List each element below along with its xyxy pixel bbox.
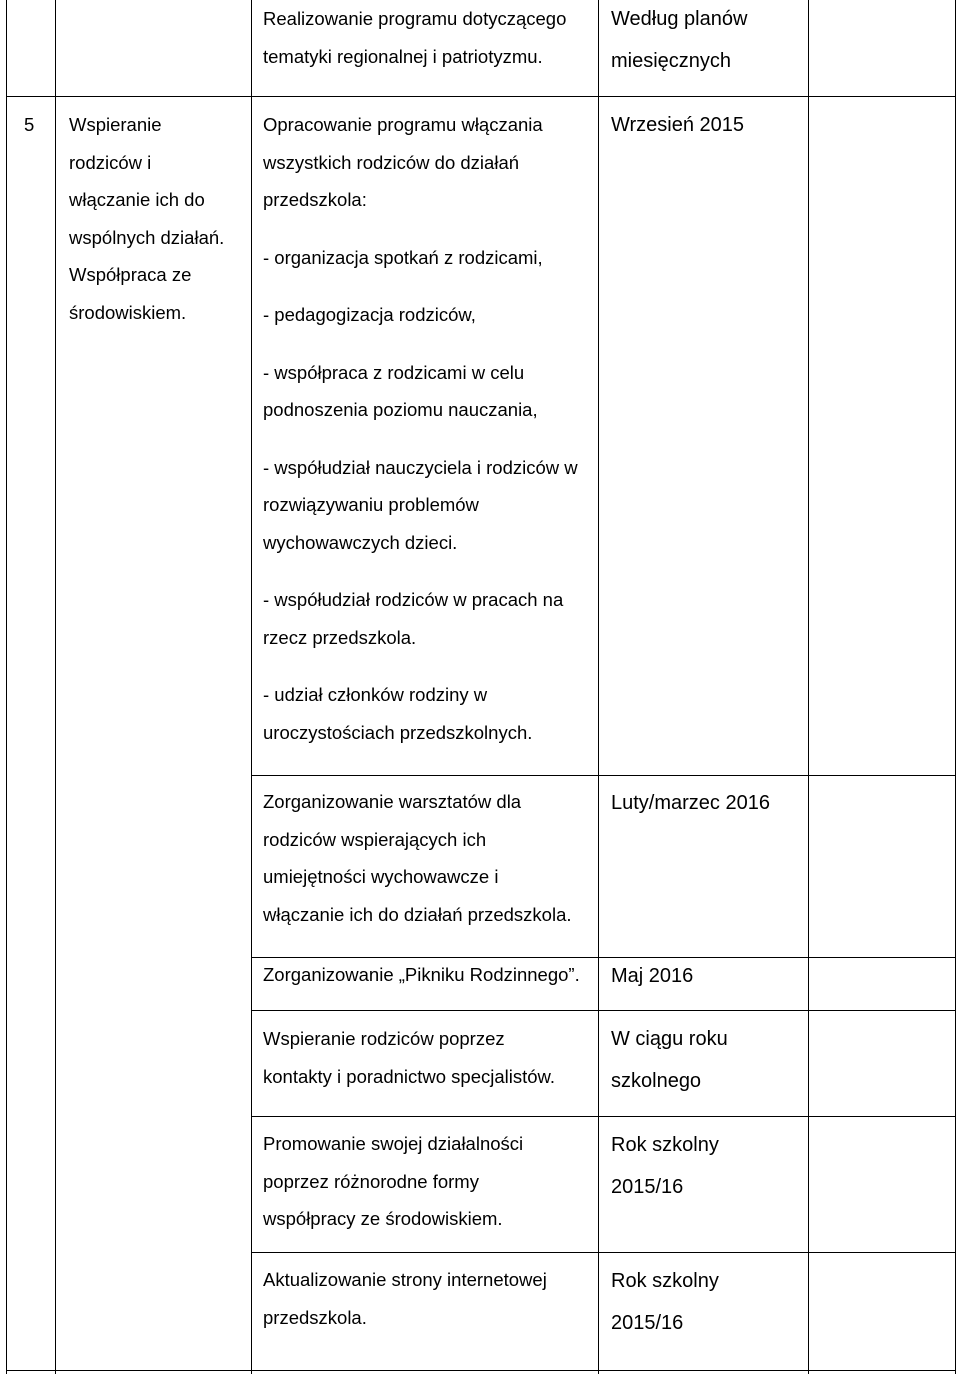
date-line: Luty/marzec 2016 (611, 792, 770, 814)
task-line: włączanie ich do działań przedszkola. (263, 903, 572, 925)
task-line: - udział członków rodziny w (263, 684, 488, 705)
task-line: rozwiązywaniu problemów (263, 494, 479, 515)
task-line: uroczystościach przedszkolnych. (263, 721, 533, 743)
task-line: przedszkola: (263, 189, 367, 210)
date-line: Rok szkolny (611, 1270, 719, 1292)
task-line: - współudział rodziców w pracach na (263, 589, 564, 610)
task-line: wychowawczych dzieci. (263, 531, 458, 553)
date-line: Według planów (611, 8, 748, 30)
date-line: Wrzesień 2015 (611, 114, 745, 136)
task-cell (263, 783, 572, 933)
date-line: Rok szkolny (611, 1134, 719, 1156)
table-border-right (955, 0, 956, 1374)
date-cell (611, 1124, 719, 1208)
row-divider (251, 1010, 956, 1011)
section-title-line: Współpraca ze (69, 264, 192, 285)
task-line: wszystkich rodziców do działań (263, 151, 520, 173)
section-title-line: wspólnych działań. (69, 226, 225, 248)
column-divider (251, 0, 252, 1374)
task-line: podnoszenia poziomu nauczania, (263, 399, 538, 420)
row-divider (251, 1116, 956, 1117)
row-divider (251, 1252, 956, 1253)
task-cell (263, 0, 566, 75)
date-cell (611, 782, 770, 824)
task-line: Zorganizowanie warsztatów dla (263, 791, 522, 812)
task-line: przedszkola. (263, 1306, 367, 1328)
column-divider (808, 0, 809, 1374)
table-border-left (6, 0, 7, 1374)
row-divider (251, 775, 956, 776)
section-number: 5 (24, 114, 35, 135)
date-cell (611, 1018, 728, 1102)
task-cell (263, 106, 578, 751)
date-line: szkolnego (611, 1070, 702, 1092)
task-line: Realizowanie programu dotyczącego (263, 8, 567, 29)
task-line: kontakty i poradnictwo specjalistów. (263, 1065, 556, 1087)
task-line: - współpraca z rodzicami w celu (263, 361, 525, 383)
date-line: 2015/16 (611, 1176, 684, 1198)
task-line: Promowanie swojej działalności (263, 1133, 524, 1154)
task-line: umiejętności wychowawcze i (263, 866, 499, 887)
column-divider (598, 0, 599, 1374)
task-line: - organizacja spotkań z rodzicami, (263, 246, 543, 268)
section-title-line: rodziców i (69, 151, 152, 173)
task-line: Zorganizowanie „Pikniku Rodzinnego”. (263, 964, 580, 985)
task-cell (263, 1261, 547, 1336)
date-cell (611, 1260, 719, 1344)
task-line: tematyki regionalnej i patriotyzmu. (263, 45, 543, 67)
task-cell (263, 956, 580, 994)
task-cell (263, 1020, 555, 1095)
date-line: 2015/16 (611, 1312, 684, 1334)
task-line: Aktualizowanie strony internetowej (263, 1269, 547, 1290)
date-line: W ciągu roku (611, 1028, 728, 1050)
task-line: rzecz przedszkola. (263, 626, 417, 648)
task-line: współpracy ze środowiskiem. (263, 1208, 503, 1229)
date-line: miesięcznych (611, 50, 732, 72)
task-line: rodziców wspierających ich (263, 828, 487, 850)
row-divider (6, 96, 956, 97)
date-cell (611, 104, 744, 146)
section-title-line: Wspieranie (69, 114, 162, 135)
task-line: - współudział nauczyciela i rodziców w (263, 456, 578, 478)
section-title (69, 106, 224, 331)
section-title-line: środowiskiem. (69, 301, 187, 323)
task-line: Wspieranie rodziców poprzez (263, 1028, 505, 1049)
date-cell (611, 0, 747, 82)
task-cell (263, 1125, 523, 1238)
task-line: Opracowanie programu włączania (263, 114, 543, 135)
task-line: poprzez różnorodne formy (263, 1170, 479, 1192)
date-cell (611, 955, 693, 997)
table-border-bottom (6, 1370, 956, 1371)
column-divider (55, 0, 56, 1374)
task-line: - pedagogizacja rodziców, (263, 304, 476, 325)
section-title-line: włączanie ich do (69, 189, 205, 210)
date-line: Maj 2016 (611, 965, 694, 987)
